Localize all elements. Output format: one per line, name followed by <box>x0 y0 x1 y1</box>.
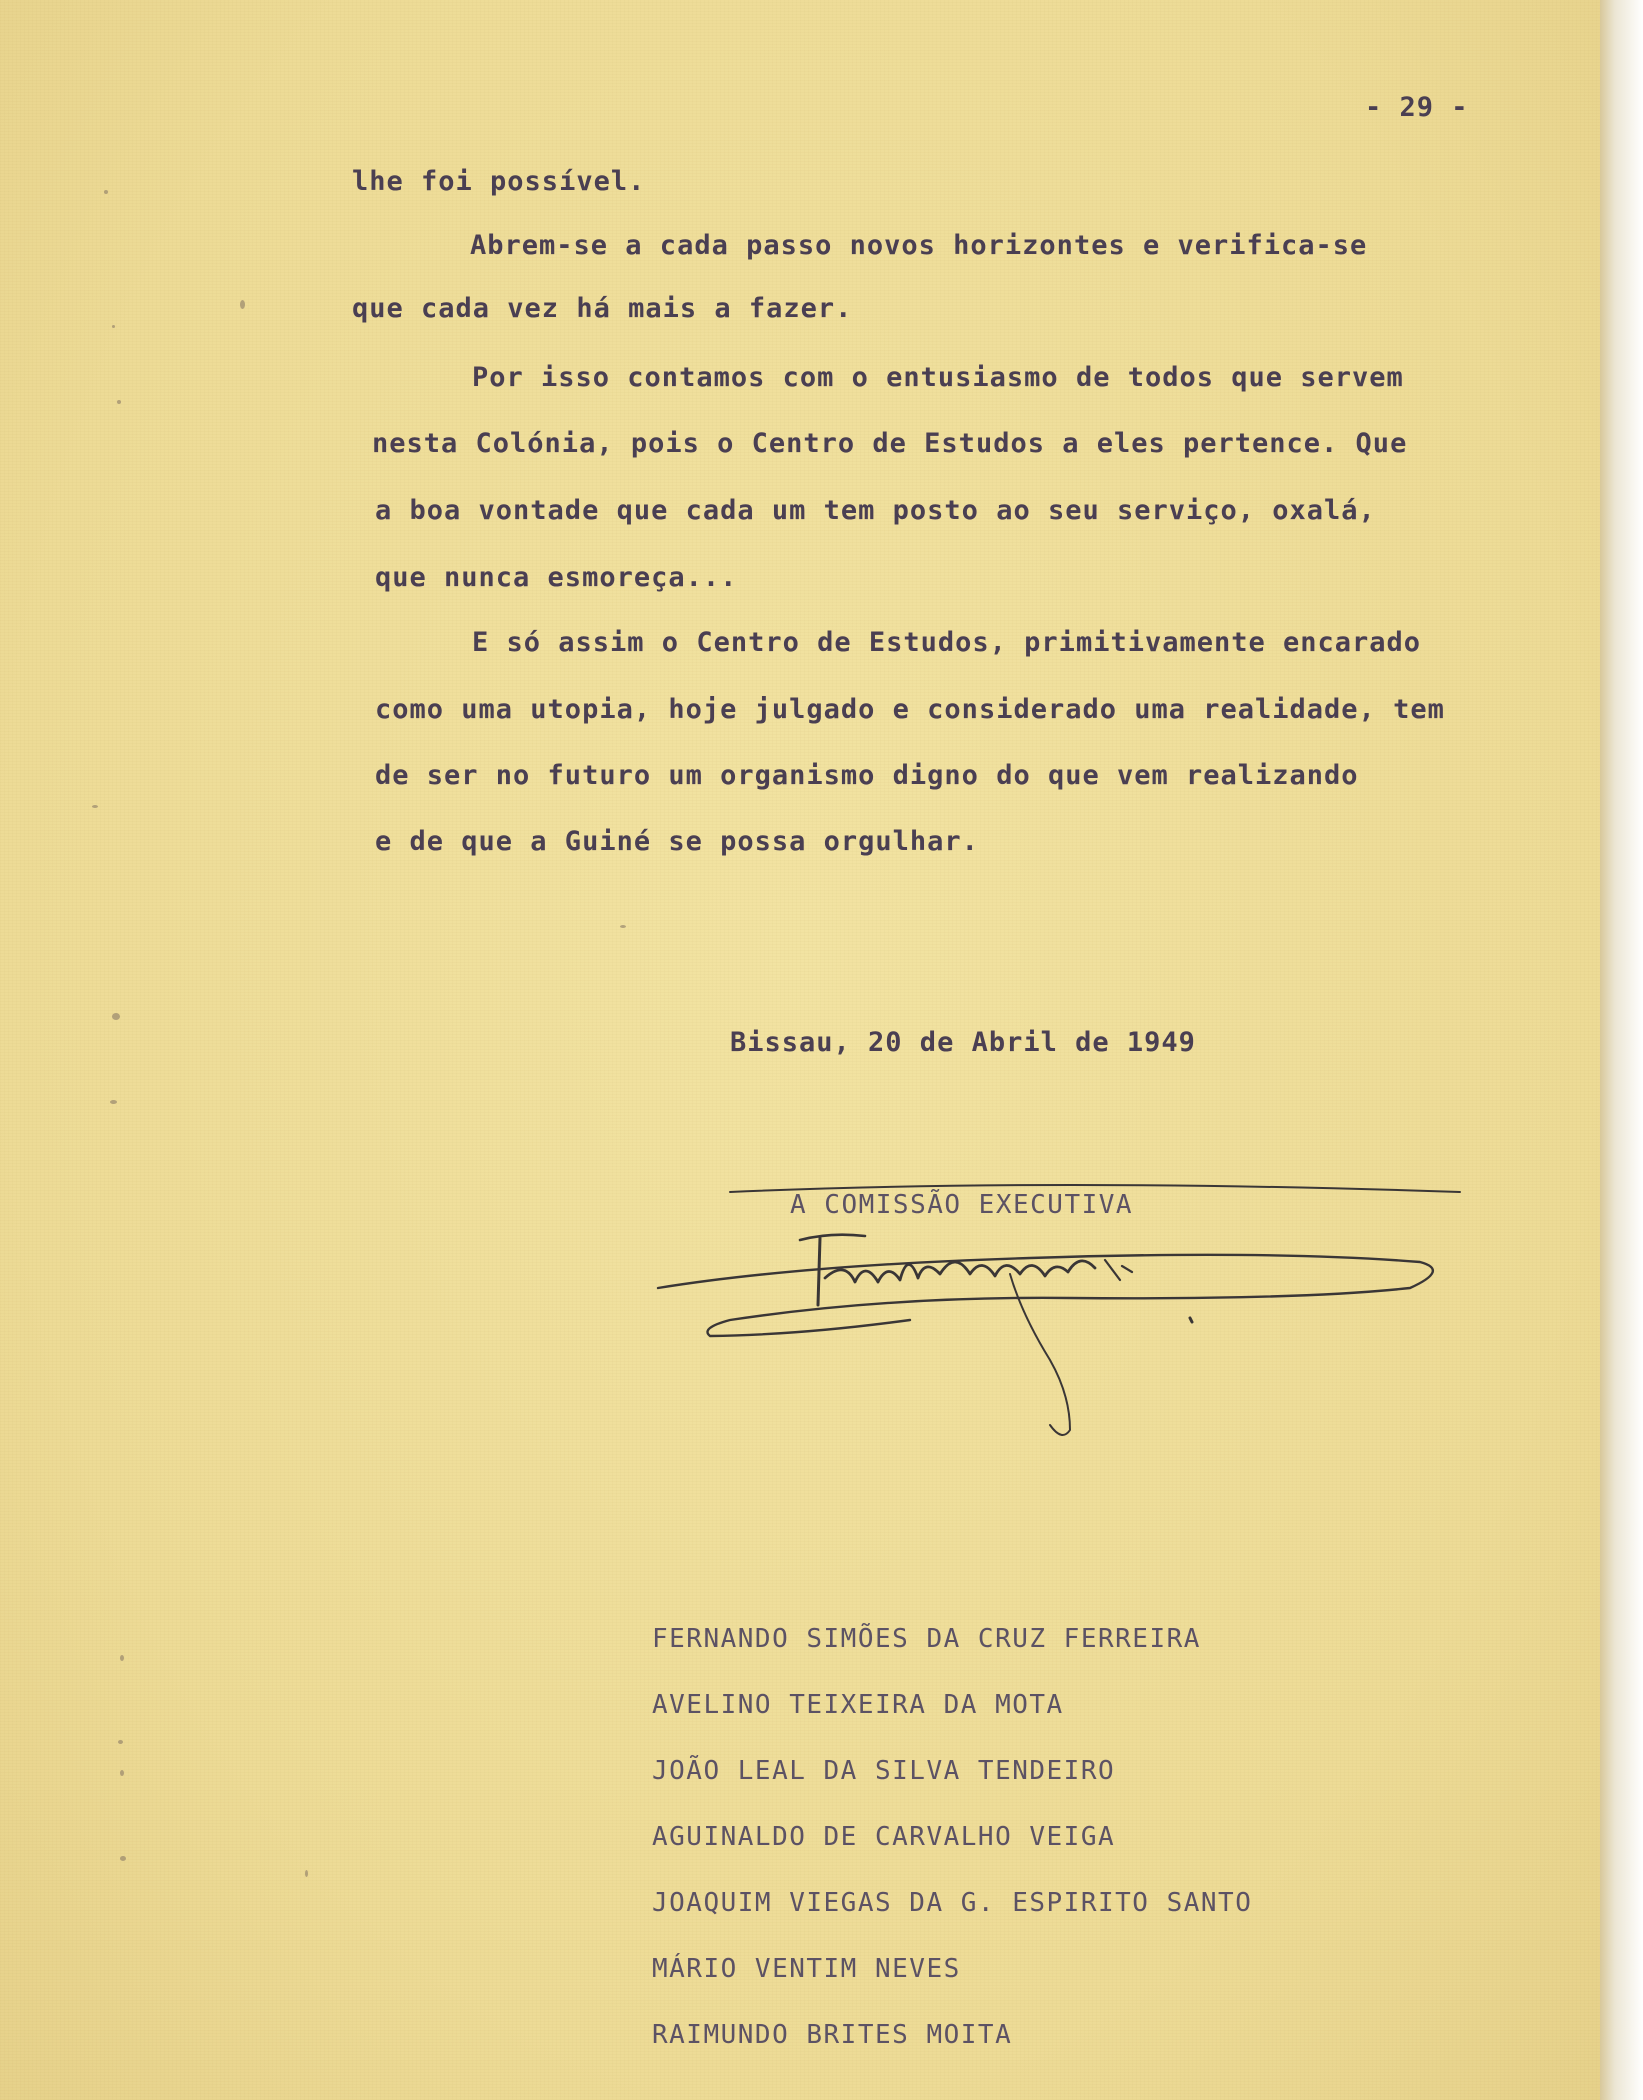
paper-speck <box>240 300 245 309</box>
text-line: a boa vontade que cada um tem posto ao seu serviço, oxalá, <box>375 495 1376 526</box>
paper-speck <box>110 1100 117 1104</box>
committee-member: JOAQUIM VIEGAS DA G. ESPIRITO SANTO <box>652 1888 1253 1918</box>
paper-speck <box>620 925 626 928</box>
text-line: Abrem-se a cada passo novos horizontes e verifica-se <box>470 230 1368 261</box>
paper-speck <box>120 1770 124 1776</box>
signature <box>650 1170 1480 1450</box>
text-line: que cada vez há mais a fazer. <box>352 293 853 324</box>
committee-title: A COMISSÃO EXECUTIVA <box>790 1190 1134 1220</box>
committee-member: JOÃO LEAL DA SILVA TENDEIRO <box>652 1756 1116 1786</box>
committee-member: FERNANDO SIMÕES DA CRUZ FERREIRA <box>652 1624 1201 1654</box>
paper-speck <box>117 400 121 404</box>
paper-speck <box>112 325 115 328</box>
paper-speck <box>104 190 108 194</box>
text-line: que nunca esmoreça... <box>375 562 738 593</box>
paper-speck <box>118 1740 123 1744</box>
committee-member: RAIMUNDO BRITES MOITA <box>652 2020 1013 2050</box>
paper-speck <box>92 805 98 808</box>
text-line: lhe foi possível. <box>352 166 646 197</box>
page-number: - 29 - <box>1365 92 1469 123</box>
text-line: como uma utopia, hoje julgado e considerado uma realidade, tem <box>375 694 1445 725</box>
paper-speck <box>120 1856 126 1861</box>
paper-speck <box>112 1013 120 1020</box>
paper-speck <box>305 1870 308 1877</box>
committee-member: AGUINALDO DE CARVALHO VEIGA <box>652 1822 1116 1852</box>
text-line: Por isso contamos com o entusiasmo de todos que servem <box>472 362 1404 393</box>
text-line: E só assim o Centro de Estudos, primitivamente encarado <box>472 627 1422 658</box>
place-date: Bissau, 20 de Abril de 1949 <box>730 1027 1196 1058</box>
committee-member: MÁRIO VENTIM NEVES <box>652 1954 961 1984</box>
paper-speck <box>120 1655 124 1661</box>
text-line: e de que a Guiné se possa orgulhar. <box>375 826 979 857</box>
scan-margin <box>1600 0 1643 2100</box>
committee-member: AVELINO TEIXEIRA DA MOTA <box>652 1690 1064 1720</box>
text-line: nesta Colónia, pois o Centro de Estudos a eles pertence. Que <box>372 428 1408 459</box>
text-line: de ser no futuro um organismo digno do que vem realizando <box>375 760 1359 791</box>
